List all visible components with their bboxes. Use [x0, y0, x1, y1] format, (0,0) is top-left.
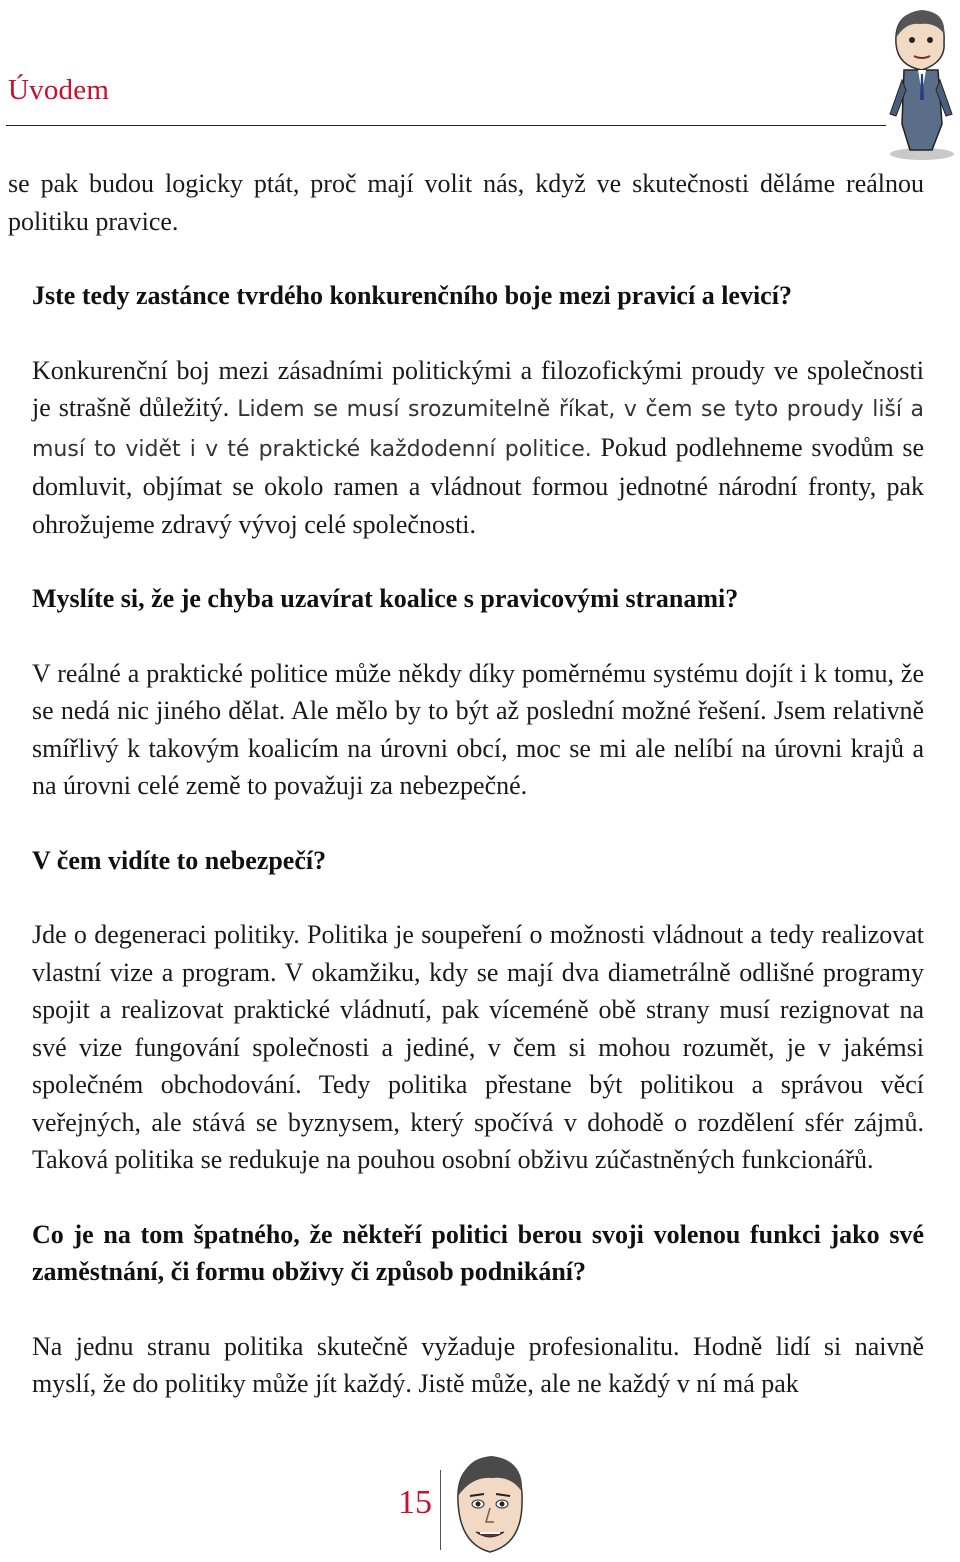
- interview-question: Jste tedy zastánce tvrdého konkurenčního boje mezi pravicí a levicí?: [32, 281, 792, 310]
- footer-divider: [440, 1470, 441, 1550]
- paragraph: se pak budou logicky ptát, proč mají volit nás, když ve skutečnosti děláme reálnou politiku pravice.: [8, 169, 924, 236]
- answer-text: Konkurenční boj mezi zásadními politickými a filozofickými proudy ve společnosti je strašně důležitý.: [32, 355, 924, 422]
- interview-answer: Na jednu stranu politika skutečně vyžaduje profesionalitu. Hodně lidí si naivně myslí, že do politiky může jít každý. Jistě může, ale ne každý v ní má pak: [32, 1331, 924, 1398]
- answer-text: Pokud podlehneme svodům se domluvit, objímat se okolo ramen a vládnout formou jednotné národní fronty, pak ohrožujeme zdravý vývoj celé společnosti.: [32, 432, 924, 539]
- interview-question: V čem vidíte to nebezpečí?: [32, 845, 327, 875]
- interview-answer: Jde o degeneraci politiky. Politika je soupeření o možnosti vládnout a tedy realizovat vlastní vize a program. V okamžiku, kdy se mají dva diametrálně odlišné programy spojit a realizovat praktické vládnutí, pak víceméně obě strany musí rezignovat na své vize fungování společnosti a jediné, v čem si mohou rozumět, je v jakémsi společném obchodování. Tedy politika přestane být politikou a správou věcí veřejných, ale stává se byznysem, který spočívá v dohodě o rozdělení sfér zájmů. Taková politika se redukuje na pouhou osobní obživu zúčastněných funkcionářů.: [32, 920, 924, 1174]
- interview-answer: V reálné a praktické politice může někdy díky poměrnému systému dojít i k tomu, že se nedá nic jiného dělat. Ale mělo by to být až poslední možné řešení. Jsem relativně smířlivý k takovým koalicím na úrovni obcí, moc se mi ale nelíbí na úrovni krajů a na úrovni celé země to považuji za nebezpečné.: [32, 658, 924, 800]
- caricature-face-icon: [446, 1452, 532, 1560]
- header-divider: [6, 125, 886, 126]
- answer-text-sans: Lidem se musí srozumitelně říkat, v čem se tyto proudy liší a musí to vidět i v té praktické každodenní politice.: [32, 397, 924, 462]
- page-number: 15: [398, 1484, 432, 1521]
- caricature-figure-icon: [876, 4, 960, 164]
- interview-question: Co je na tom špatného, že někteří politici berou svoji volenou funkci jako své zaměstnání, či formu obživy či způsob podnikání?: [32, 1219, 924, 1286]
- interview-question: Myslíte si, že je chyba uzavírat koalice s pravicovými stranami?: [32, 584, 739, 613]
- article-body: [8, 165, 924, 1403]
- interview-answer: [8, 352, 924, 544]
- section-title: Úvodem: [8, 74, 110, 106]
